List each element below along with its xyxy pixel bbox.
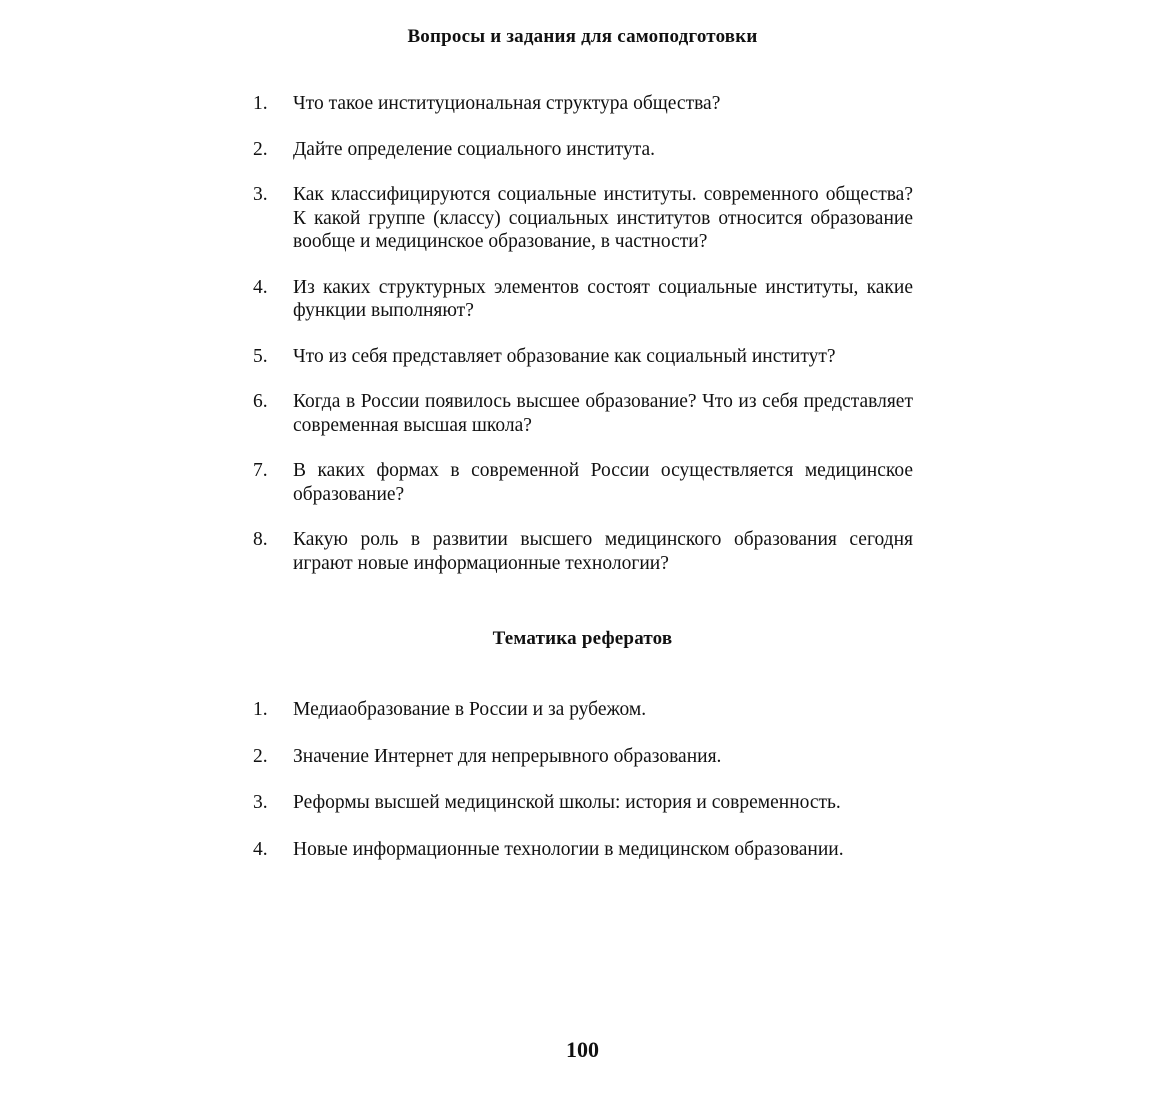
question-item — [253, 183, 913, 254]
topic-number: 1. — [253, 699, 268, 720]
question-number: 5. — [253, 345, 268, 367]
topic-item — [253, 698, 913, 722]
question-text: Какую роль в развитии высшего медицинского образования сегодня играют новые информационные технологии? — [293, 529, 913, 574]
topic-text: Новые информационные технологии в медицинском образовании. — [293, 838, 844, 860]
question-item — [253, 276, 913, 323]
question-item — [253, 345, 913, 369]
question-number: 4. — [253, 276, 268, 298]
topics-list — [253, 698, 913, 884]
question-item — [253, 390, 913, 437]
topic-item — [253, 791, 913, 815]
question-item — [253, 92, 913, 116]
question-number: 3. — [253, 184, 268, 205]
question-number: 8. — [253, 529, 268, 550]
topic-item — [253, 838, 913, 862]
question-item — [253, 528, 913, 575]
page-number: 100 — [566, 1037, 599, 1062]
topics-heading: Тематика рефератов — [492, 628, 673, 649]
question-item — [253, 138, 913, 162]
question-number: 6. — [253, 391, 268, 412]
question-number: 1. — [253, 93, 268, 114]
question-text: Что из себя представляет образование как социальный институт? — [293, 345, 836, 367]
question-number: 7. — [253, 460, 268, 481]
topic-number: 2. — [253, 745, 268, 767]
question-text: Как классифицируются социальные институты. современного общества? К какой группе (классу) социальных институтов относится образование вообще и медицинское образование, в частности? — [293, 184, 913, 252]
question-text: Из каких структурных элементов состоят социальные институты, какие функции выполняют? — [293, 276, 913, 321]
questions-list — [253, 92, 913, 597]
topic-number: 3. — [253, 792, 268, 813]
topic-text: Реформы высшей медицинской школы: история и современность. — [293, 792, 841, 813]
topic-text: Медиаобразование в России и за рубежом. — [293, 699, 647, 720]
question-text: В каких формах в современной России осуществляется медицинское образование? — [293, 460, 913, 505]
question-text: Что такое институциональная структура общества? — [293, 93, 721, 114]
question-item — [253, 459, 913, 506]
question-text: Когда в России появилось высшее образование? Что из себя представляет современная высшая школа? — [293, 391, 913, 436]
topic-text: Значение Интернет для непрерывного образования. — [293, 745, 722, 767]
question-number: 2. — [253, 138, 268, 160]
questions-heading: Вопросы и задания для самоподготовки — [407, 26, 758, 47]
topic-item — [253, 745, 913, 769]
question-text: Дайте определение социального института. — [293, 138, 655, 160]
topic-number: 4. — [253, 838, 268, 860]
